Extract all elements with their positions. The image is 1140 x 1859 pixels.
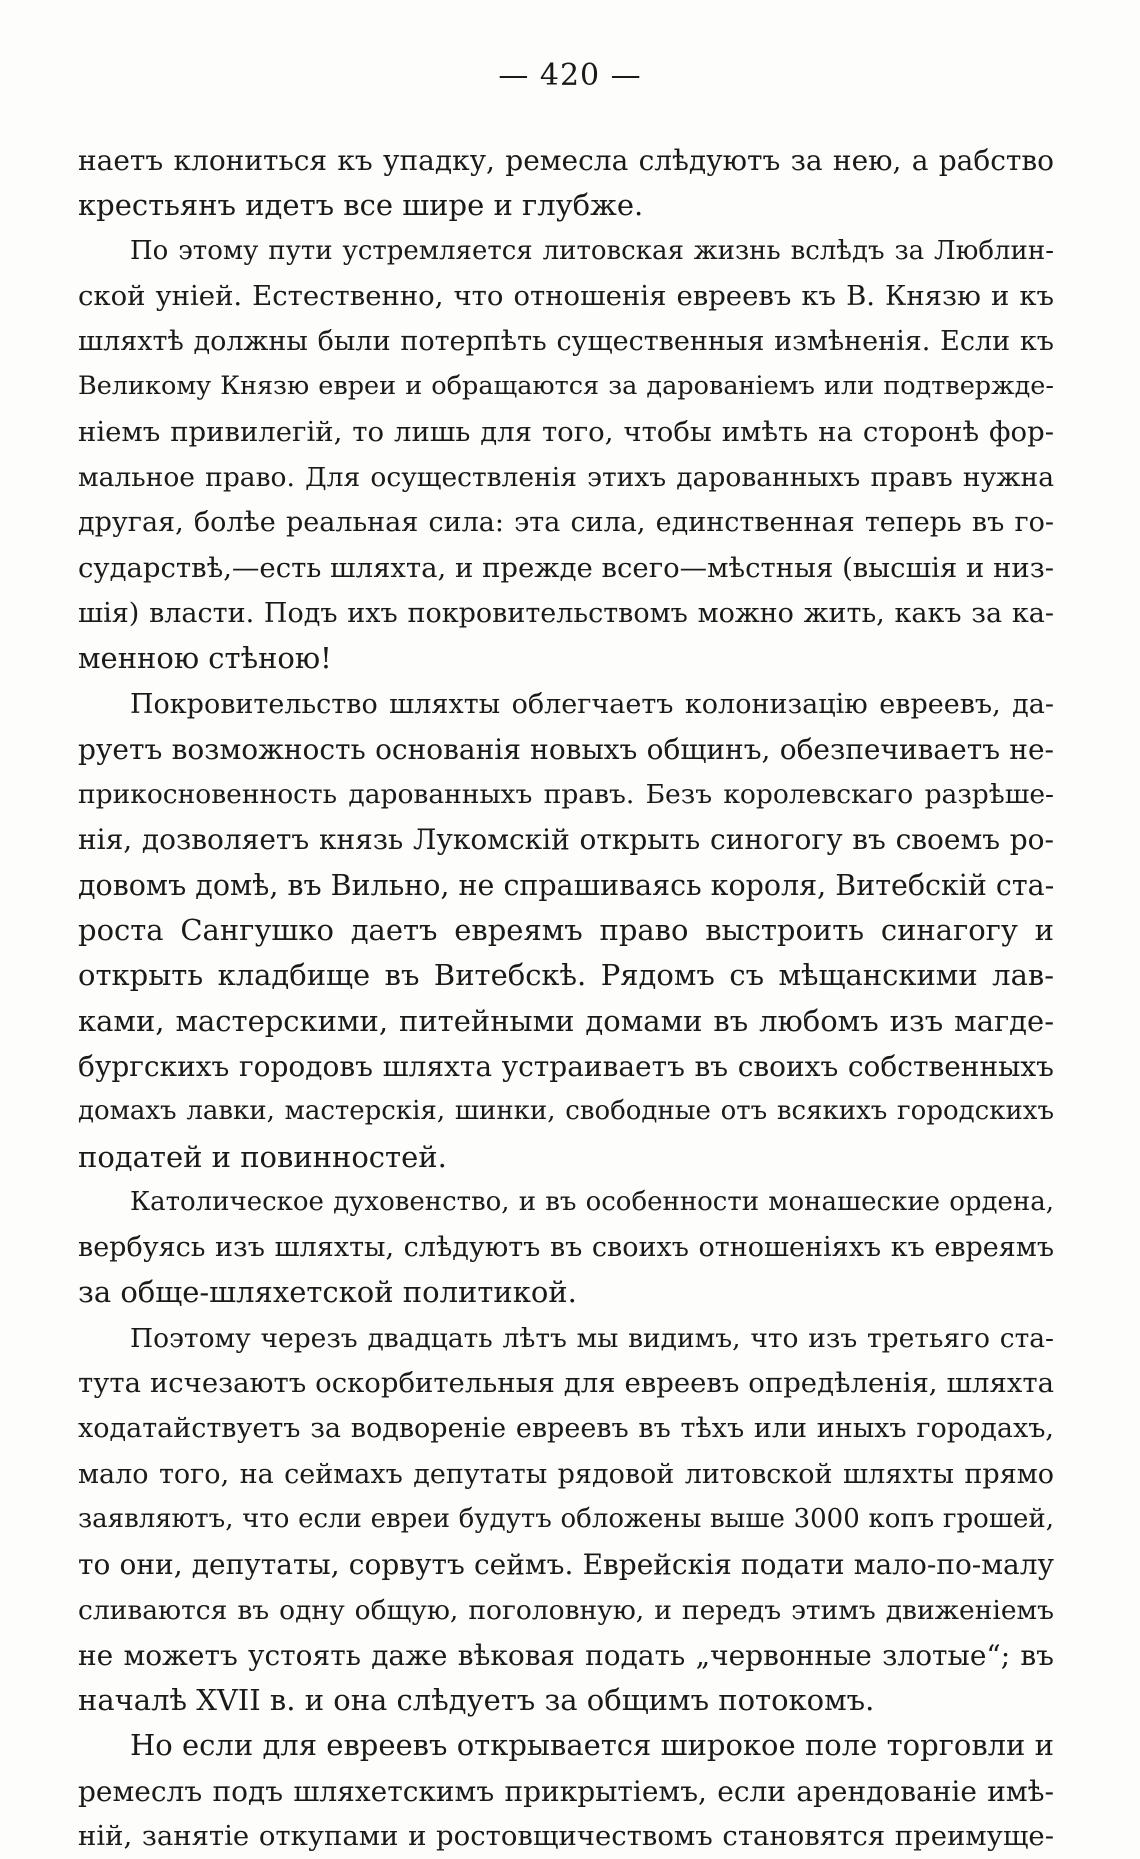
text-line: крестьянъ идетъ все шире и глубже.: [78, 188, 644, 223]
text-line: другая, болѣе реальная сила: эта сила, единственная теперь въ го-: [78, 507, 1054, 539]
text-line: то они, депутаты, сорвутъ сеймъ. Еврейскія подати мало-по-малу: [78, 1548, 1054, 1582]
text-line: наетъ клониться къ упадку, ремесла слѣдуютъ за нею, а рабство: [78, 144, 1054, 177]
text-line: роста Сангушко даетъ евреямъ право выстроить синагогу и: [78, 913, 1054, 948]
text-line: началѣ XVII в. и она слѣдуетъ за общимъ потокомъ.: [78, 1683, 875, 1718]
text-line: ній, занятіе откупами и ростовщичествомъ становятся преимуще-: [78, 1819, 1054, 1852]
text-line: Великому Князю евреи и обращаются за дарованіемъ или подтвержде-: [78, 371, 1054, 402]
text-line: за обще-шляхетской политикой.: [78, 1275, 577, 1310]
text-line: нія, дозволяетъ князь Лукомскій открыть синогогу въ своемъ ро-: [78, 823, 1054, 857]
text-line: прикосновенность дарованныхъ правъ. Безъ королевскаго разрѣше-: [78, 779, 1054, 811]
text-line: сливаются въ одну общую, поголовную, и передъ этимъ движеніемъ: [78, 1594, 1054, 1626]
text-line: бургскихъ городовъ шляхта устраиваетъ въ своихъ собственныхъ: [78, 1049, 1054, 1083]
text-line: не можетъ устоять даже вѣковая подать „червонные злотые“; въ: [78, 1638, 1054, 1672]
page-number: — 420 —: [498, 58, 642, 93]
text-line: руетъ возможность основанія новыхъ общинъ, обезпечиваетъ не-: [78, 732, 1054, 766]
body-text: [78, 138, 1054, 1859]
text-line: Покровительство шляхты облегчаетъ колонизацію евреевъ, да-: [130, 688, 1054, 720]
text-line: шляхтѣ должны были потерпѣть существенныя измѣненія. Если къ: [78, 326, 1054, 358]
text-line: ніемъ привилегій, то лишь для того, чтобы имѣть на сторонѣ фор-: [78, 415, 1054, 448]
text-line: шія) власти. Подъ ихъ покровительствомъ можно жить, какъ за ка-: [78, 597, 1054, 629]
text-line: Поэтому черезъ двадцать лѣтъ мы видимъ, что изъ третьяго ста-: [130, 1322, 1054, 1354]
text-line: домахъ лавки, мастерскія, шинки, свободные отъ всякихъ городскихъ: [78, 1096, 1054, 1127]
text-line: заявляютъ, что если евреи будутъ обложены выше 3000 копъ грошей,: [78, 1503, 1054, 1534]
text-line: тута исчезаютъ оскорбительныя для евреевъ опредѣленія, шляхта: [78, 1367, 1054, 1400]
text-line: Католическое духовенство, и въ особенности монашеские ордена,: [130, 1186, 1054, 1217]
text-line: мальное право. Для осуществленія этихъ дарованныхъ правъ нужна: [78, 462, 1054, 494]
text-line: ками, мастерскими, питейными домами въ любомъ изъ магде-: [78, 1003, 1054, 1038]
text-line: открыть кладбище въ Витебскѣ. Рядомъ съ мѣщанскими лав-: [78, 958, 1054, 993]
text-line: По этому пути устремляется литовская жизнь вслѣдъ за Люблин-: [130, 235, 1054, 266]
text-line: менною стѣною!: [78, 641, 332, 676]
text-line: ремеслъ подъ шляхетскимъ прикрытіемъ, если арендованіе имѣ-: [78, 1774, 1054, 1808]
text-line: Но если для евреевъ открывается широкое поле торговли и: [130, 1728, 1054, 1763]
text-line: сударствѣ,—есть шляхта, и прежде всего—мѣстныя (высшія и низ-: [78, 551, 1054, 584]
text-line: ходатайствуетъ за водвореніе евреевъ въ тѣхъ или иныхъ городахъ,: [78, 1413, 1054, 1445]
text-line: податей и повинностей.: [78, 1139, 447, 1174]
text-line: мало того, на сеймахъ депутаты рядовой литовской шляхты прямо: [78, 1458, 1054, 1490]
text-line: вербуясь изъ шляхты, слѣдуютъ въ своихъ отношеніяхъ къ евреямъ: [78, 1232, 1054, 1264]
text-line: ской уніей. Естественно, что отношенія евреевъ къ В. Князю и къ: [78, 279, 1054, 312]
text-line: довомъ домѣ, въ Вильно, не спрашиваясь короля, Витебскій ста-: [78, 868, 1054, 902]
